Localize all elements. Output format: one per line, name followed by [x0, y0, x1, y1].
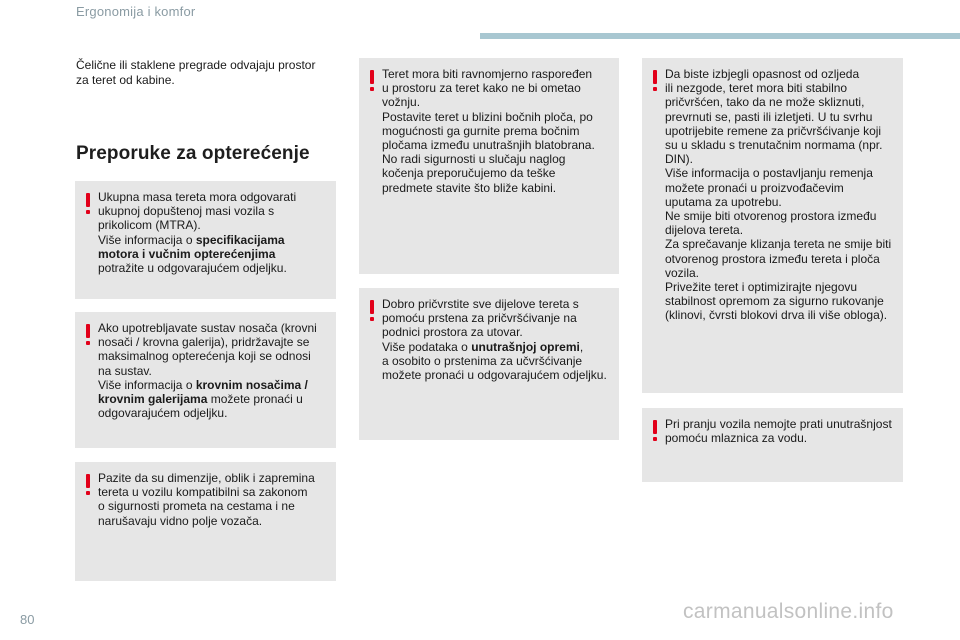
warning-line [665, 195, 897, 209]
warning-line [382, 152, 613, 166]
warning-text [382, 67, 613, 195]
warning-box-total-mass [75, 181, 336, 299]
warning-line [665, 308, 897, 322]
warning-line-text: o sigurnosti prometa na cestama i ne [98, 499, 295, 514]
warning-line [382, 166, 613, 180]
warning-line [665, 417, 897, 431]
warning-line [98, 261, 330, 275]
warning-text [98, 471, 330, 528]
section-header-title: Ergonomija i komfor [76, 4, 196, 19]
warning-line-text: dijelova tereta. [665, 223, 744, 238]
warning-line-text: prevrnuti se, pasti ili izletjeti. U tu svrhu [665, 109, 873, 124]
warning-exclamation-icon [84, 474, 92, 496]
warning-line [382, 354, 613, 368]
warning-line-text: predmete stavite što bliže kabini. [382, 180, 557, 195]
warning-line-text: Da biste izbjegli opasnost od ozljeda [665, 67, 860, 81]
warning-line-text: Više informacija o [98, 377, 196, 392]
warning-line-text: pločama između unutrašnjih blatobrana. [382, 138, 595, 153]
warning-line-text: možete pronaći u [207, 392, 303, 407]
warning-line [665, 431, 897, 445]
warning-box-washing [642, 408, 903, 482]
warning-line [98, 335, 330, 349]
warning-line [665, 209, 897, 223]
warning-line [665, 95, 897, 109]
warning-line [382, 67, 613, 81]
warning-line-text: na sustav. [98, 363, 152, 378]
warning-line [382, 181, 613, 195]
warning-line [665, 294, 897, 308]
warning-line [665, 181, 897, 195]
warning-text [98, 190, 330, 275]
warning-line-text: Pri pranju vozila nemojte prati unutrašnjost [665, 417, 892, 431]
warning-text [665, 67, 897, 323]
warning-line [98, 190, 330, 204]
warning-exclamation-icon [368, 70, 376, 92]
warning-line-text: stabilnost opremom za sigurno rukovanje [665, 294, 884, 309]
warning-line [665, 81, 897, 95]
warning-line [98, 499, 330, 513]
warning-text [98, 321, 330, 420]
warning-line-text: vožnju. [382, 95, 421, 110]
warning-line [98, 378, 330, 392]
warning-line-text: Dobro pričvrstite sve dijelove tereta s [382, 297, 579, 311]
warning-line [665, 237, 897, 251]
warning-line [98, 364, 330, 378]
warning-exclamation-icon [651, 420, 659, 442]
warning-line [382, 110, 613, 124]
warning-line-text: Za sprečavanje klizanja tereta ne smije biti [665, 237, 892, 252]
warning-line-text: Više informacija o postavljanju remenja [665, 166, 873, 181]
warning-box-load-dimensions [75, 462, 336, 581]
warning-line [382, 340, 613, 354]
warning-line [382, 81, 613, 95]
warning-line [98, 233, 330, 247]
warning-line-text: Ukupna masa tereta mora odgovarati [98, 190, 297, 204]
warning-line [382, 124, 613, 138]
watermark-text: carmanualsonline.info [683, 600, 894, 623]
warning-line-text: maksimalnog opterećenja koji se odnosi [98, 349, 311, 364]
warning-exclamation-icon [368, 300, 376, 322]
warning-line-text: potražite u odgovarajućem odjeljku. [98, 261, 287, 276]
warning-line [382, 138, 613, 152]
warning-line-text: a osobito o prstenima za učvršćivanje [382, 353, 583, 368]
warning-line [665, 252, 897, 266]
warning-bold-text: unutrašnjoj opremi [471, 339, 580, 354]
warning-line [665, 223, 897, 237]
intro-line: Čelične ili staklene pregrade odvajaju prostor [76, 58, 316, 72]
warning-line [98, 218, 330, 232]
warning-line [98, 471, 330, 485]
warning-box-load-securing [642, 58, 903, 393]
warning-line-text: Više podataka o [382, 339, 472, 354]
warning-line [98, 406, 330, 420]
warning-line-text: pomoću mlaznica za vodu. [665, 431, 808, 446]
warning-line [382, 325, 613, 339]
warning-text [665, 417, 897, 445]
warning-line [382, 311, 613, 325]
warning-line-text: nosači / krovna galerija), pridržavajte se [98, 335, 310, 350]
page-title: Preporuke za opterećenje [76, 143, 310, 164]
warning-line-text: Više informacija o [98, 232, 196, 247]
warning-line-text: pomoću prstena za pričvršćivanje na [382, 311, 577, 326]
warning-line [98, 485, 330, 499]
warning-exclamation-icon [84, 324, 92, 346]
warning-line-text: možete pronaći u odgovarajućem odjeljku. [382, 368, 607, 383]
warning-line-text: odgovarajućem odjeljku. [98, 406, 228, 421]
warning-line [665, 166, 897, 180]
warning-line-text: otvorenog prostora između tereta i ploča [665, 251, 880, 266]
warning-line-text: Postavite teret u blizini bočnih ploča, po [382, 109, 593, 124]
warning-line-text: No radi sigurnosti u slučaju naglog [382, 152, 566, 167]
warning-line [665, 266, 897, 280]
warning-line-text: mogućnosti ga gurnite prema bočnim [382, 123, 580, 138]
warning-line-text: ili nezgode, teret mora biti stabilno [665, 81, 848, 96]
warning-line [665, 67, 897, 81]
warning-line-text: možete pronaći u proizvođačevim [665, 180, 844, 195]
warning-bold-text: motora i vučnim opterećenjima [98, 246, 276, 261]
warning-exclamation-icon [651, 70, 659, 92]
warning-line-text: ukupnoj dopuštenoj masi vozila s [98, 204, 275, 219]
intro-paragraph [76, 58, 336, 87]
warning-exclamation-icon [84, 193, 92, 215]
warning-line [665, 138, 897, 152]
warning-line-text: , [579, 339, 584, 354]
warning-line [98, 247, 330, 261]
warning-line-text: Teret mora biti ravnomjerno raspoređen [382, 67, 593, 81]
warning-line [98, 204, 330, 218]
warning-line-text: upotrijebite remene za pričvršćivanje koji [665, 123, 882, 138]
warning-line-text: podnici prostora za utovar. [382, 325, 523, 340]
warning-line [98, 321, 330, 335]
warning-line-text: Ako upotrebljavate sustav nosača (krovni [98, 321, 317, 335]
warning-box-fastening-rings [359, 288, 619, 440]
warning-line [665, 110, 897, 124]
warning-bold-text: krovnim nosačima / [195, 377, 308, 392]
warning-line [382, 297, 613, 311]
header-accent-bar [480, 33, 960, 39]
page-number: 80 [20, 612, 35, 627]
warning-line-text: DIN). [665, 152, 693, 167]
warning-bold-text: specifikacijama [195, 232, 285, 247]
warning-text [382, 297, 613, 382]
warning-line-text: vozila. [665, 265, 700, 280]
warning-line [665, 152, 897, 166]
warning-box-load-distribution [359, 58, 619, 274]
warning-line-text: su u skladu s trenutačnim normama (npr. [665, 138, 883, 153]
warning-box-roof-rack [75, 312, 336, 448]
intro-line: za teret od kabine. [76, 72, 175, 87]
warning-line-text: kočenja preporučujemo da teške [382, 166, 556, 181]
warning-line [382, 95, 613, 109]
warning-line-text: narušavaju vidno polje vozača. [98, 513, 263, 528]
warning-line-text: Privežite teret i optimizirajte njegovu [665, 280, 858, 295]
warning-line-text: uputama za upotrebu. [665, 194, 782, 209]
warning-bold-text: krovnim galerijama [98, 392, 208, 407]
warning-line-text: tereta u vozilu kompatibilni sa zakonom [98, 485, 308, 500]
warning-line [665, 280, 897, 294]
warning-line [382, 368, 613, 382]
warning-line-text: prikolicom (MTRA). [98, 218, 201, 233]
warning-line-text: (klinovi, čvrsti blokovi drva ili više obloga). [665, 308, 888, 323]
warning-line-text: Ne smije biti otvorenog prostora između [665, 209, 877, 224]
warning-line [98, 349, 330, 363]
warning-line-text: pričvršćen, tako da ne može skliznuti, [665, 95, 865, 110]
warning-line-text: Pazite da su dimenzije, oblik i zapremina [98, 471, 315, 485]
warning-line [98, 392, 330, 406]
warning-line [98, 514, 330, 528]
warning-line-text: u prostoru za teret kako ne bi ometao [382, 81, 581, 96]
warning-line [665, 124, 897, 138]
